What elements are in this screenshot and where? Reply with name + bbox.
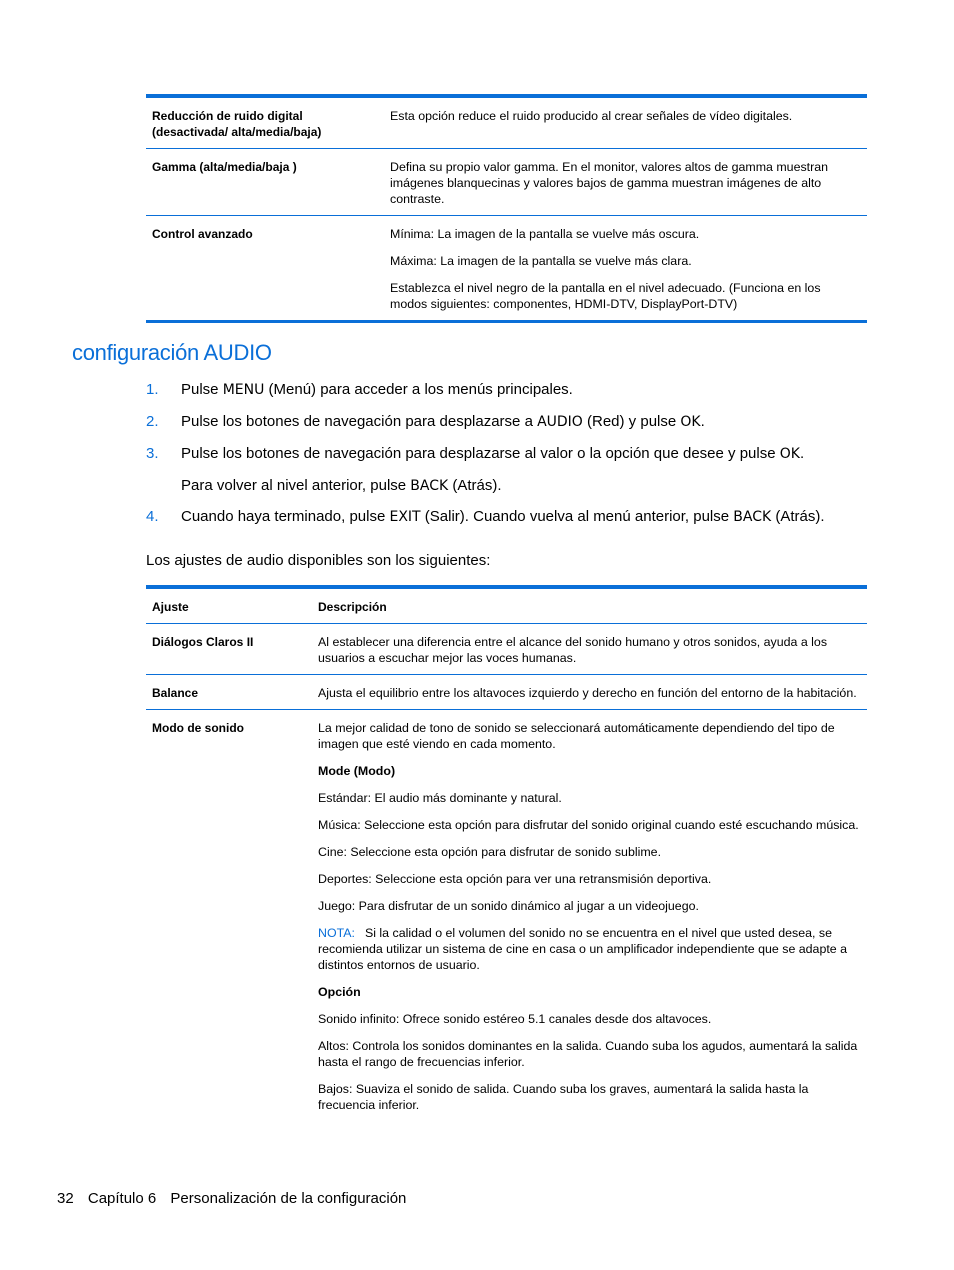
list-item — [146, 507, 866, 527]
step-subtext: Para volver al nivel anterior, pulse BACK (Atrás). — [181, 477, 502, 494]
description-line: Deportes: Seleccione esta opción para ver una retransmisión deportiva. — [318, 872, 712, 886]
column-header-setting: Ajuste — [152, 600, 189, 614]
description-line: Música: Seleccione esta opción para disfrutar del sonido original cuando esté escuchando música. — [318, 818, 859, 832]
description-line: Al establecer una diferencia entre el alcance del sonido humano y otros sonidos, ayuda a los usuarios a escuchar mejor las voces humanas. — [318, 635, 828, 665]
setting-description — [388, 149, 867, 215]
chapter-label: Capítulo 6 — [87, 1190, 157, 1207]
description-line: Defina su propio valor gamma. En el monitor, valores altos de gamma muestran imágenes blanquecinas y valores bajos de gamma muestran imágenes de alto contraste. — [390, 160, 829, 206]
table-row — [146, 674, 867, 709]
setting-name: Diálogos Claros II — [152, 635, 254, 649]
description-line: Esta opción reduce el ruido producido al crear señales de vídeo digitales. — [390, 109, 793, 123]
table-row — [146, 98, 867, 148]
setting-name: Control avanzado — [152, 227, 253, 241]
table-row — [146, 709, 867, 1121]
section-title: configuración AUDIO — [72, 340, 272, 365]
description-line: Máxima: La imagen de la pantalla se vuelve más clara. — [390, 254, 692, 268]
subheading: Mode (Modo) — [318, 764, 396, 778]
subheading: Opción — [318, 985, 361, 999]
step-text: Pulse los botones de navegación para desplazarse al valor o la opción que desee y pulse OK. — [181, 445, 805, 462]
step-number: 3. — [146, 445, 159, 462]
description-line: Establezca el nivel negro de la pantalla en el nivel adecuado. (Funciona en los modos siguientes: componentes, HDMI-DTV, DisplayPort-DTV) — [390, 281, 821, 311]
intro-text: Los ajustes de audio disponibles son los siguientes: — [146, 552, 491, 569]
description-line: Altos: Controla los sonidos dominantes en la salida. Cuando suba los agudos, aumentará la salida hasta el rango de frecuencias inferior. — [318, 1039, 858, 1069]
note — [318, 925, 861, 973]
table-row — [146, 148, 867, 215]
chapter-title: Personalización de la configuración — [170, 1190, 407, 1207]
table-row — [146, 215, 867, 320]
description-line: Cine: Seleccione esta opción para disfrutar de sonido sublime. — [318, 845, 662, 859]
setting-description — [388, 216, 867, 320]
list-item — [146, 412, 866, 432]
description-line: Estándar: El audio más dominante y natural. — [318, 791, 562, 805]
description-line: Mínima: La imagen de la pantalla se vuelve más oscura. — [390, 227, 700, 241]
description-line: Bajos: Suaviza el sonido de salida. Cuando suba los graves, aumentará la salida hasta la frecuencia inferior. — [318, 1082, 809, 1112]
note-label: NOTA: — [318, 926, 355, 940]
description-line: La mejor calidad de tono de sonido se seleccionará automáticamente dependiendo del tipo de imagen que esté viendo en cada momento. — [318, 721, 835, 751]
step-text: Pulse MENU (Menú) para acceder a los menús principales. — [181, 381, 573, 398]
column-header-description: Descripción — [318, 600, 387, 614]
steps-list — [146, 380, 866, 539]
picture-settings-table — [146, 94, 867, 323]
description-line: Sonido infinito: Ofrece sonido estéreo 5.1 canales desde dos altavoces. — [318, 1012, 712, 1026]
description-line: Juego: Para disfrutar de un sonido dinámico al jugar a un videojuego. — [318, 899, 699, 913]
step-text: Pulse los botones de navegación para desplazarse a AUDIO (Red) y pulse OK. — [181, 413, 705, 430]
setting-description — [388, 98, 867, 148]
page-number: 32 — [57, 1190, 74, 1207]
list-item — [146, 380, 866, 400]
step-number: 1. — [146, 381, 159, 398]
setting-description — [314, 624, 867, 674]
step-text: Cuando haya terminado, pulse EXIT (Salir). Cuando vuelva al menú anterior, pulse BACK (Atrás). — [181, 508, 825, 525]
table-header-row — [146, 589, 867, 623]
table-row — [146, 623, 867, 674]
setting-name: Gamma (alta/media/baja ) — [152, 160, 297, 174]
page-footer — [57, 1190, 416, 1207]
note-text: Si la calidad o el volumen del sonido no se encuentra en el nivel que usted desea, se recomienda utilizar un sistema de cine en casa o un amplificador independiente que se adapte a distintos entornos de usuario. — [318, 926, 848, 972]
description-line: Ajusta el equilibrio entre los altavoces izquierdo y derecho en función del entorno de la habitación. — [318, 686, 857, 700]
setting-name: Modo de sonido — [152, 721, 244, 735]
step-number: 4. — [146, 508, 159, 525]
setting-name: Balance — [152, 686, 199, 700]
list-item — [146, 444, 866, 464]
setting-description — [314, 675, 867, 709]
step-number: 2. — [146, 413, 159, 430]
setting-description — [314, 710, 867, 1121]
setting-name: Reducción de ruido digital (desactivada/ alta/media/baja) — [152, 109, 322, 139]
audio-settings-table — [146, 585, 867, 1121]
